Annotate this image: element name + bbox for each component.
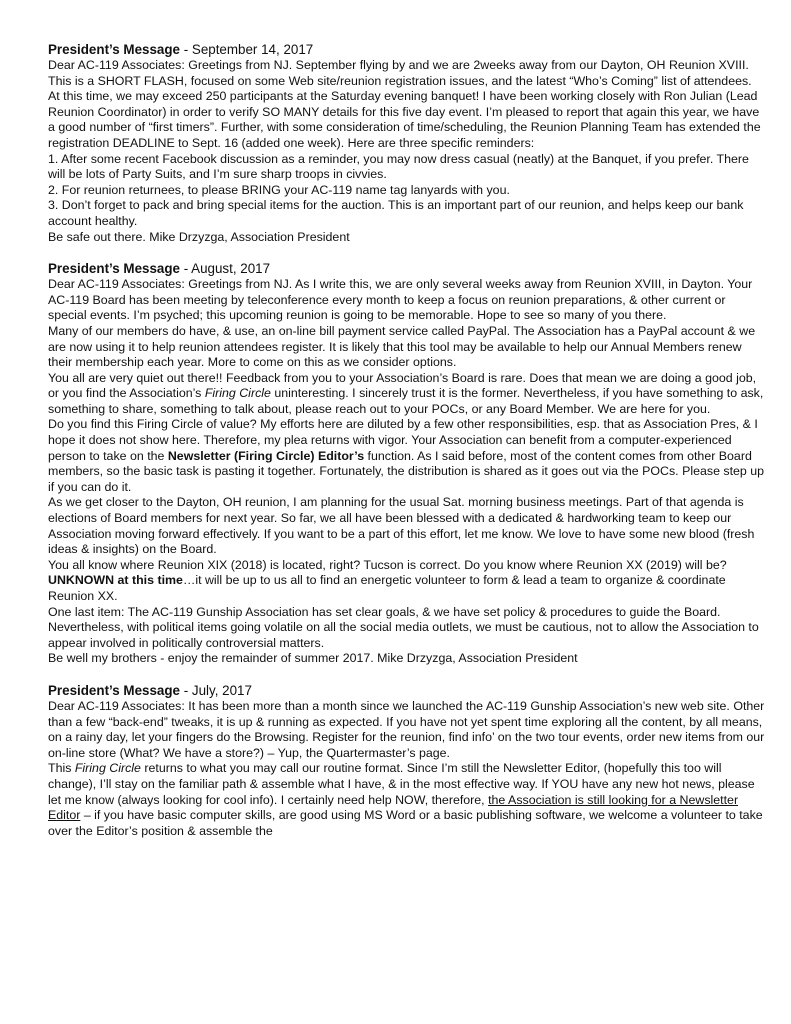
message-date: - August, 2017: [179, 261, 271, 277]
paragraph: [48, 417, 766, 495]
text-run: uninteresting. I sincerely trust it is the former. Nevertheless, if you have something to ask, something to share, something to talk about, please reach out to your POCs, or any Board Member. We are here for you.: [48, 386, 764, 416]
message-heading: [48, 261, 766, 277]
signature-line: Be safe out there. Mike Drzyzga, Association President: [48, 229, 350, 244]
reminder-item: 2. For reunion returnees, to please BRING your AC-119 name tag lanyards with you.: [48, 182, 510, 197]
text-run: You all know where Reunion XIX (2018) is located, right? Tucson is correct. Do you know where Reunion XX (2019) will be?: [48, 557, 727, 572]
message-title: President’s Message: [48, 42, 180, 57]
reminder-item: 3. Don’t forget to pack and bring special items for the auction. This is an important part of our reunion, and helps keep our bank account healthy.: [48, 198, 744, 228]
newsletter-page: [48, 42, 766, 855]
text-run: Do you find this Firing Circle of value? My efforts here are diluted by a few other responsibilities, esp. that as Association Pres, & I hope it does not show here. Therefore, my plea returns with vigor. Your Association can benefit from a computer-experienced person to take on the: [48, 417, 758, 463]
firing-circle-title: Firing Circle: [74, 761, 141, 776]
message-title: President’s Message: [48, 261, 180, 277]
message-heading: [48, 683, 766, 699]
firing-circle-title: Firing Circle: [204, 386, 271, 401]
paragraph: Many of our members do have, & use, an on-line bill payment service called PayPal. The Association has a PayPal account & we are now using it to help reunion attendees register. It is likely that this tool may be available to help our Annual Members renew their membership each year. More to come on this as we consider options.: [48, 323, 756, 370]
paragraph: Dear AC-119 Associates: Greetings from NJ. As I write this, we are only several weeks away from Reunion XVIII, in Dayton. Your AC-119 Board has been meeting by teleconference every month to keep a focus on reunion preparations, & other current or special events. I’m psyched; this upcoming reunion is going to be memorable. Hope to see so many of you there.: [48, 277, 753, 323]
message-september: [48, 42, 766, 245]
paragraph: [48, 558, 766, 605]
reminder-item: 1. After some recent Facebook discussion as a reminder, you may now dress casual (neatly) at the Banquet, if you prefer. There will be lots of Party Suits, and I’m sure sharp troops in civvies.: [48, 151, 749, 182]
paragraph: Dear AC-119 Associates: Greetings from NJ. September flying by and we are 2weeks away from our Dayton, OH Reunion XVIII. This is a SHORT FLASH, focused on some Web site/reunion registration issues, and the latest “Who’s Coming” list of attendees. At this time, we may exceed 250 participants at the Saturday evening banquet! I have been working closely with Ron Julian (Lead Reunion Coordinator) in order to verify SO MANY details for this five day event. I’m pleased to report that again this year, we have a good number of “first timers”. Further, with some consideration of time/scheduling, the Reunion Planning Team has extended the registration DEADLINE to Sept. 16 (added one week). Here are three specific reminders:: [48, 58, 761, 150]
message-july: [48, 683, 766, 839]
text-run: …it will be up to us all to find an energetic volunteer to form & lead a team to organize & coordinate Reunion XX.: [48, 573, 726, 603]
message-heading: [48, 42, 766, 58]
paragraph: One last item: The AC-119 Gunship Association has set clear goals, & we have set policy & procedures to guide the Board. Nevertheless, with political items going volatile on all the social media outlets, we must be cautious, not to allow the Association to appear involved in politically controversial matters.: [48, 604, 759, 650]
editor-role-emphasis: Newsletter (Firing Circle) Editor’s: [167, 448, 365, 463]
paragraph: [48, 371, 766, 418]
paragraph: Dear AC-119 Associates: It has been more than a month since we launched the AC-119 Gunship Association’s new web site. Other than a few “back-end” tweaks, it is up & running as expected. If you have not yet spent time exploring all the content, by all means, on a rainy day, let your fingers do the Browsing. Register for the reunion, find info’ on the two tour events, order new items from our on-line store (What? We have a store?) – Yup, the Quartermaster’s page.: [48, 698, 765, 760]
message-august: [48, 261, 766, 667]
text-run: You all are very quiet out there!! Feedback from you to your Association’s Board is rare. Does that mean we are doing a good job, or you find the Association’s: [48, 370, 757, 401]
text-run: function. As I said before, most of the content comes from other Board members, so the basic task is pasting it together. Fortunately, the distribution is shared as it goes out via the POCs. Please step up if you can do it.: [48, 448, 765, 494]
signature-line: Be well my brothers - enjoy the remainder of summer 2017. Mike Drzyzga, Association President: [48, 651, 578, 666]
unknown-emphasis: UNKNOWN at this time: [48, 573, 183, 588]
paragraph: [48, 761, 766, 839]
text-run: returns to what you may call our routine format. Since I’m still the Newsletter Editor, (hopefully this too will change), I’ll stay on the familiar path & assemble what I have, & in the most effective way. If YOU have any new hot news, please let me know (always looking for cool info). I certainly need help NOW, therefore,: [48, 761, 755, 807]
paragraph: As we get closer to the Dayton, OH reunion, I am planning for the usual Sat. morning business meetings. Part of that agenda is elections of Board members for next year. So far, we all have been blessed with a dedicated & hardworking team to keep our Association moving forward effectively. If you want to be a part of this effort, let me know. We love to have some new blood (fresh ideas & insights) on the Board.: [48, 495, 755, 557]
message-title: President’s Message: [48, 682, 180, 698]
message-date: - July, 2017: [179, 682, 252, 698]
text-run: – if you have basic computer skills, are good using MS Word or a basic publishing software, we welcome a volunteer to take over the Editor’s position & assemble the: [48, 808, 763, 838]
text-run: This: [48, 761, 75, 776]
message-date: - September 14, 2017: [179, 42, 314, 57]
editor-wanted-notice: the Association is still looking for a Newsletter Editor: [48, 792, 739, 823]
